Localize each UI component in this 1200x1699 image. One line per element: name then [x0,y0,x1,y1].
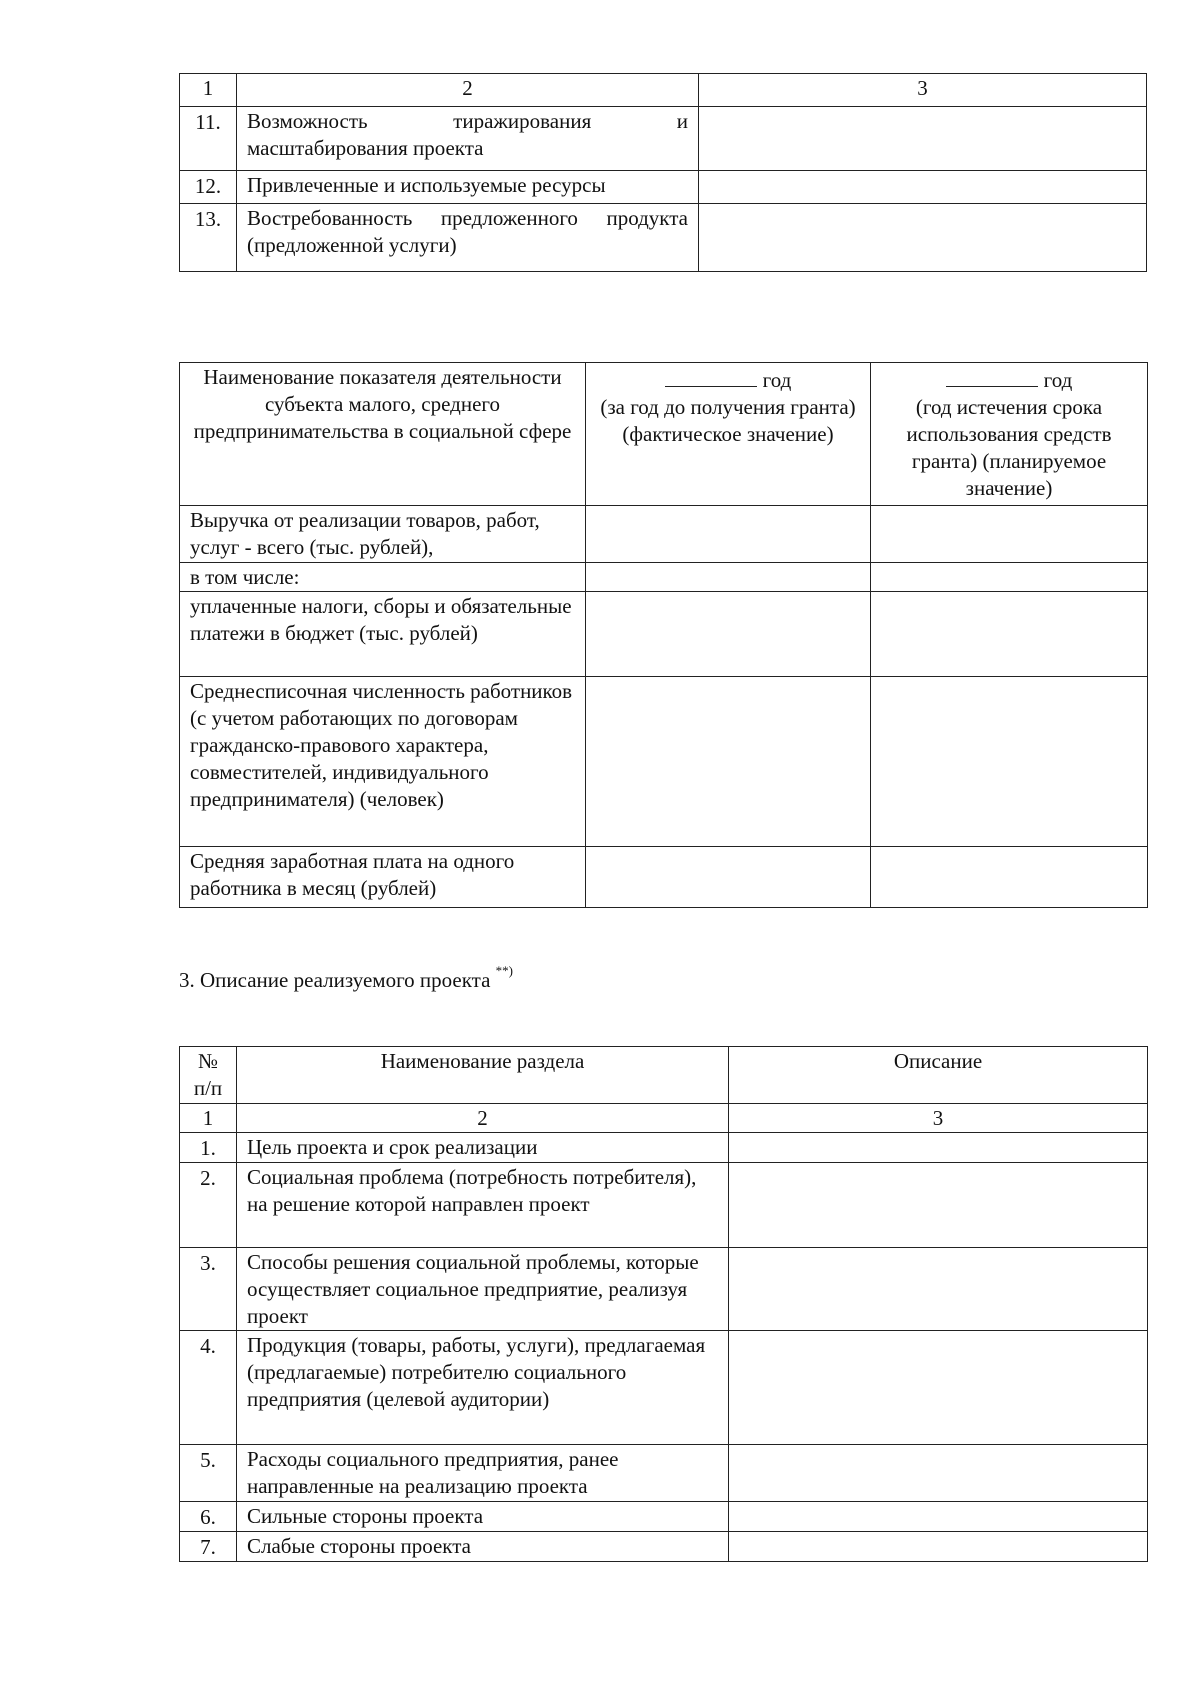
table-header-row [180,363,1148,506]
row-number: 5. [180,1445,237,1502]
description-cell [729,1163,1148,1248]
column-number: 1 [180,74,237,107]
planned-value-cell [871,563,1148,592]
table-header-row [180,74,1147,107]
section-title: 3. Описание реализуемого проекта **) [179,963,514,992]
indicator-label: Среднесписочная численность работников (с учетом работающих по договорам гражданско-правового характера, совместителей, индивидуального предпринимателя) (человек) [180,677,586,847]
planned-value-cell [871,592,1148,677]
planned-value-cell [871,847,1148,908]
indicator-label: в том числе: [180,563,586,592]
row-value [699,204,1147,272]
indicators-table [179,362,1148,908]
row-number: 2. [180,1163,237,1248]
table-row [180,204,1147,272]
column-number: 2 [237,1104,729,1133]
column-numbers-row [180,1104,1148,1133]
description-cell [729,1248,1148,1331]
project-description-table [179,1046,1148,1562]
footnote-mark: **) [495,963,514,978]
row-number: 13. [180,204,237,272]
section-name-header: Наименование раздела [237,1047,729,1104]
row-label: Востребованность предложенного продукта (предложенной услуги) [237,204,699,272]
table-row [180,1532,1148,1562]
table-header-row [180,1047,1148,1104]
row-label: Способы решения социальной проблемы, которые осуществляет социальное предприятие, реализуя проект [237,1248,729,1331]
row-value [699,107,1147,171]
previous-value-cell [586,506,871,563]
planned-year-header: год (год истечения срока использования средств гранта) (планируемое значение) [871,363,1148,506]
table-row [180,592,1148,677]
previous-value-cell [586,847,871,908]
description-cell [729,1331,1148,1445]
row-label: Привлеченные и используемые ресурсы [237,171,699,204]
row-label: Продукция (товары, работы, услуги), предлагаемая (предлагаемые) потребителю социального предприятия (целевой аудитории) [237,1331,729,1445]
number-header: № п/п [180,1047,237,1104]
column-number: 2 [237,74,699,107]
row-label: Расходы социального предприятия, ранее направленные на реализацию проекта [237,1445,729,1502]
table-row [180,171,1147,204]
row-number: 12. [180,171,237,204]
year-blank [946,364,1038,387]
previous-year-header: год (за год до получения гранта) (фактическое значение) [586,363,871,506]
row-number: 4. [180,1331,237,1445]
table-row [180,677,1148,847]
description-cell [729,1133,1148,1163]
description-cell [729,1532,1148,1562]
row-number: 7. [180,1532,237,1562]
previous-value-cell [586,592,871,677]
row-value [699,171,1147,204]
row-number: 6. [180,1502,237,1532]
row-number: 1. [180,1133,237,1163]
planned-value-cell [871,677,1148,847]
indicator-label: Выручка от реализации товаров, работ, услуг - всего (тыс. рублей), [180,506,586,563]
row-number: 11. [180,107,237,171]
table-row [180,1133,1148,1163]
table-row [180,847,1148,908]
row-number: 3. [180,1248,237,1331]
table-row [180,563,1148,592]
row-label: Социальная проблема (потребность потребителя), на решение которой направлен проект [237,1163,729,1248]
table-row [180,1502,1148,1532]
description-cell [729,1502,1148,1532]
previous-value-cell [586,563,871,592]
row-label: Цель проекта и срок реализации [237,1133,729,1163]
row-label: Слабые стороны проекта [237,1532,729,1562]
planned-value-cell [871,506,1148,563]
table-row [180,1445,1148,1502]
table-row [180,506,1148,563]
description-cell [729,1445,1148,1502]
year-blank [665,364,757,387]
previous-value-cell [586,677,871,847]
indicator-name-header: Наименование показателя деятельности субъекта малого, среднего предпринимательства в социальной сфере [180,363,586,506]
criteria-table-continued [179,73,1147,272]
table-row [180,1248,1148,1331]
table-row [180,1331,1148,1445]
indicator-label: уплаченные налоги, сборы и обязательные платежи в бюджет (тыс. рублей) [180,592,586,677]
row-label: Возможность тиражирования и масштабирования проекта [237,107,699,171]
table-row [180,1163,1148,1248]
indicator-label: Средняя заработная плата на одного работника в месяц (рублей) [180,847,586,908]
table-row [180,107,1147,171]
row-label: Сильные стороны проекта [237,1502,729,1532]
description-header: Описание [729,1047,1148,1104]
column-number: 3 [729,1104,1148,1133]
column-number: 1 [180,1104,237,1133]
column-number: 3 [699,74,1147,107]
